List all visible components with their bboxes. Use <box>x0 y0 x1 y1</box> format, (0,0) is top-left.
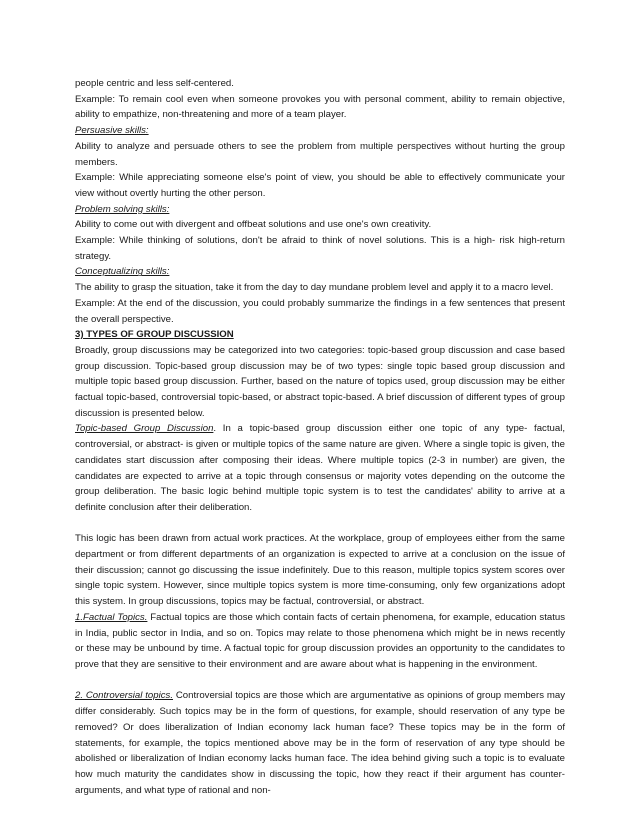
paragraph: Example: To remain cool even when someone provokes you with personal comment, ability to remain objective, ability to empathize, non-threatening and more of a team player. <box>75 93 565 121</box>
heading-persuasive-skills: Persuasive skills: <box>75 125 149 137</box>
paragraph: Example: At the end of the discussion, you could probably summarize the findings in a few sentences that present the overall perspective. <box>75 297 565 325</box>
paragraph: people centric and less self-centered. <box>75 78 234 89</box>
paragraph-controversial <box>75 688 565 798</box>
paragraph: This logic has been drawn from actual work practices. At the workplace, group of employees either from the same department or from different departments of an organization is expected to arrive at a conclusion on the issue of their discussion; cannot go discussing the issue indefinitely. Due to this reason, multiple topics system scores over single topic system. However, since multiple topics system is more time-consuming, only few organizations adopt this system. In group discussions, topics may be factual, controversial, or abstract. <box>75 533 565 608</box>
paragraph-topic-based <box>75 421 565 515</box>
paragraph: Ability to analyze and persuade others to see the problem from multiple perspectives without hurting the group members. <box>75 140 565 168</box>
heading-topic-based: Topic-based Group Discussion <box>75 423 214 435</box>
paragraph: Example: While appreciating someone else's point of view, you should be able to effectively communicate your view without overtly hurting the other person. <box>75 172 565 199</box>
heading-problem-solving-skills: Problem solving skills: <box>75 203 170 215</box>
heading-controversial-topics: 2. Controversial topics. <box>75 690 173 702</box>
paragraph-text: . In a topic-based group discussion either one topic of any type- factual, controversial, or abstract- is given or multiple topics of the same nature are given. Where a single topic is given, the candidates start discussion after composing their ideas. Where multiple topics (2-3 in number) are given, the candidates are expected to arrive at a topic through consensus or majority votes depending on the outcome the group deliberation. The basic logic behind multiple topic system is to test the candidates' ability to arrive at a definite conclusion after their deliberation. <box>75 423 565 513</box>
paragraph: Example: While thinking of solutions, don't be afraid to think of novel solutions. This is a high- risk high-return strategy. <box>75 235 565 262</box>
paragraph: The ability to grasp the situation, take it from the day to day mundane problem level and apply it to a macro level. <box>75 282 554 294</box>
spacer <box>75 516 565 532</box>
heading-factual-topics: 1.Factual Topics. <box>75 611 148 623</box>
paragraph: Broadly, group discussions may be categorized into two categories: topic-based group discussion and case based group discussion. Topic-based group discussion may be of two types: single topic based group discussion and multiple topic based group discussion. Further, based on the nature of topics used, group discussion may be either factual topic-based, controversial topic-based, or abstract topic-based. A brief discussion of different types of group discussion is presented below. <box>75 344 565 419</box>
paragraph-text: Factual topics are those which contain facts of certain phenomena, for example, education status in India, public sector in India, and so on. Topics may relate to those phenomena which might be in news recently or these may be unbound by time. A factual topic for group discussion provides an opportunity to the candidates to prove that they are sensitive to their environment and are aware about what is happening in the environment. <box>75 611 565 670</box>
paragraph-factual <box>75 610 565 673</box>
section-heading-types: 3) TYPES OF GROUP DISCUSSION <box>75 329 234 341</box>
paragraph-text: Controversial topics are those which are argumentative as opinions of group members may differ considerably. Such topics may be in the form of questions, for example, should reservation of any type be removed? Or does liberalization of Indian economy lack human face? These topics may be in the form of statements, for example, the topics mentioned above may be in the form of reservation of any type should be abolished or liberalization of Indian economy lacks human face. The idea behind giving such a topic is to evaluate how much maturity the candidates show in discussing the topic, how they react if their argument has counter-arguments, and what type of rational and non- <box>75 690 565 796</box>
spacer <box>75 673 565 689</box>
heading-conceptualizing-skills: Conceptualizing skills: <box>75 266 170 278</box>
paragraph: Ability to come out with divergent and offbeat solutions and use one's own creativity. <box>75 219 432 231</box>
document-page <box>75 76 565 798</box>
